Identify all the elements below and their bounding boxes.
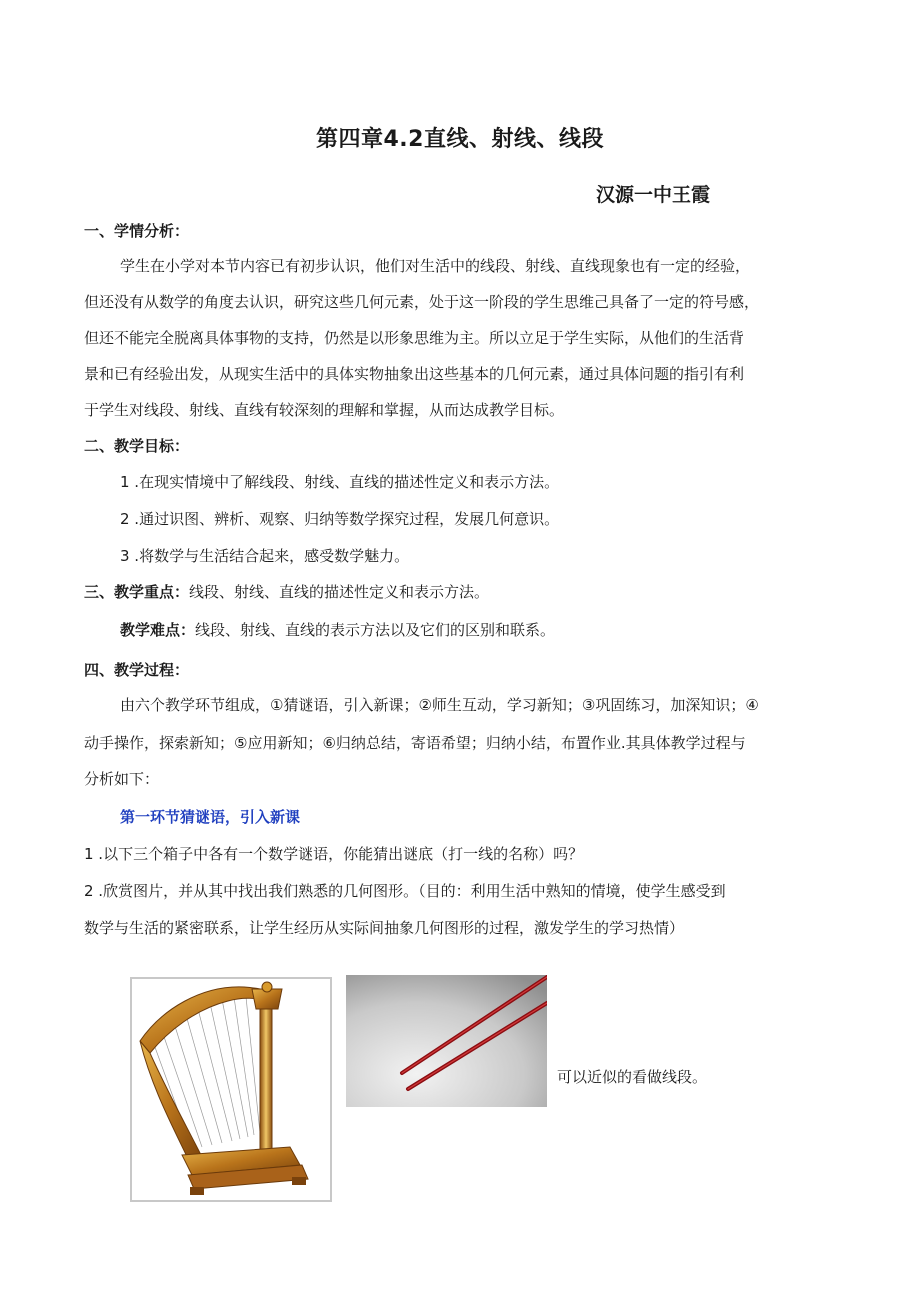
objective-item: 3 .将数学与生活结合起来，感受数学魅力。 bbox=[120, 547, 410, 565]
section1-line: 于学生对线段、射线、直线有较深刻的理解和掌握，从而达成教学目标。 bbox=[84, 401, 565, 419]
chopsticks-image bbox=[346, 975, 547, 1107]
page-title: 第四章4.2直线、射线、线段 bbox=[316, 127, 604, 152]
harp-illustration bbox=[132, 979, 330, 1200]
section4-subheading: 第一环节猜谜语，引入新课 bbox=[120, 808, 301, 826]
chopsticks-photo bbox=[346, 975, 547, 1107]
section4-heading: 四、教学过程： bbox=[84, 661, 190, 679]
section3-heading: 三、教学重点： bbox=[84, 583, 190, 601]
step-line: 1 .以下三个箱子中各有一个数学谜语，你能猜出谜底（打一线的名称）吗？ bbox=[84, 845, 584, 863]
image-caption: 可以近似的看做线段。 bbox=[557, 1068, 708, 1086]
objective-item: 1 .在现实情境中了解线段、射线、直线的描述性定义和表示方法。 bbox=[120, 473, 560, 491]
section3-focus bbox=[84, 581, 489, 602]
section1-line: 但还没有从数学的角度去认识，研究这些几何元素，处于这一阶段的学生思维己具备了一定的符号感， bbox=[84, 293, 760, 311]
section4-line: 动手操作，探索新知；⑤应用新知；⑥归纳总结，寄语希望；归纳小结，布置作业.其具体教学过程与 bbox=[84, 734, 746, 752]
section1-line: 但还不能完全脱离具体事物的支持，仍然是以形象思维为主。所以立足于学生实际，从他们的生活背 bbox=[84, 329, 745, 347]
section4-line: 分析如下： bbox=[84, 770, 160, 788]
section2-heading: 二、教学目标： bbox=[84, 437, 190, 455]
section1-heading: 一、学情分析： bbox=[84, 222, 190, 240]
author-line: 汉源一中王霞 bbox=[596, 184, 711, 206]
objective-item: 2 .通过识图、辨析、观察、归纳等数学探究过程，发展几何意识。 bbox=[120, 510, 560, 528]
difficulty-text: 线段、射线、直线的表示方法以及它们的区别和联系。 bbox=[195, 621, 556, 639]
section4-line: 由六个教学环节组成，①猜谜语，引入新课；②师生互动，学习新知；③巩固练习，加深知识；④ bbox=[120, 696, 759, 714]
focus-text: 线段、射线、直线的描述性定义和表示方法。 bbox=[189, 583, 490, 601]
section3-difficulty bbox=[120, 619, 555, 640]
section1-line: 景和已有经验出发，从现实生活中的具体实物抽象出这些基本的几何元素，通过具体问题的指引有利 bbox=[84, 365, 745, 383]
step-line: 2 .欣赏图片，并从其中找出我们熟悉的几何图形。（目的：利用生活中熟知的情境，使学生感受到 bbox=[84, 882, 726, 900]
harp-image bbox=[130, 977, 332, 1202]
difficulty-label: 教学难点： bbox=[120, 621, 196, 639]
step-line: 数学与生活的紧密联系，让学生经历从实际间抽象几何图形的过程，激发学生的学习热情） bbox=[84, 919, 685, 937]
section1-line: 学生在小学对本节内容已有初步认识，他们对生活中的线段、射线、直线现象也有一定的经验， bbox=[120, 257, 751, 275]
